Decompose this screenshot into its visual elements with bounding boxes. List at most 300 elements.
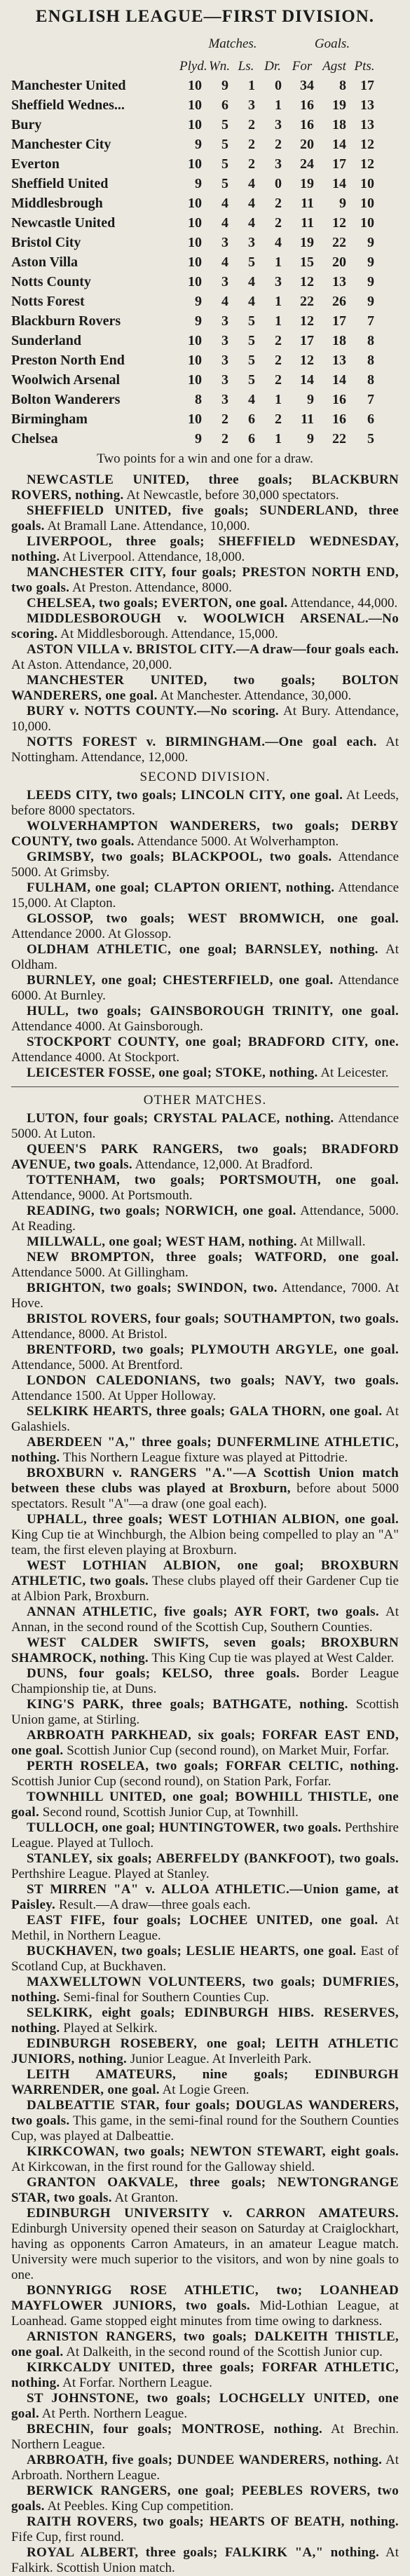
stat-cell: 4 — [221, 254, 228, 270]
match-report — [11, 1234, 399, 1250]
match-report — [11, 1728, 399, 1759]
match-detail: Attendance 5000. At Luton. — [11, 1111, 399, 1141]
match-report — [11, 1790, 399, 1820]
stat-cell: 1 — [275, 313, 282, 329]
column-header: Ls. — [238, 59, 254, 74]
match-teams: BRECHIN, four goals; MONTROSE, nothing. — [27, 2422, 323, 2437]
column-header: Plyd. — [179, 59, 207, 74]
stat-cell: 22 — [332, 235, 346, 250]
match-report — [11, 704, 399, 735]
table-row — [11, 212, 399, 231]
second-division-reports — [11, 788, 399, 1081]
match-report — [11, 819, 399, 850]
match-report — [11, 1311, 399, 1342]
match-teams: GRANTON OAKVALE, three goals; NEWTONGRANGE STAR, two goals. — [11, 2175, 399, 2205]
match-report — [11, 596, 399, 611]
match-teams: LIVERPOOL, three goals; SHEFFIELD WEDNESDAY, nothing. — [11, 534, 399, 564]
stat-cell: 19 — [300, 176, 314, 191]
match-detail: This Northern League fixture was played at Pittodrie. — [62, 1450, 348, 1465]
match-report — [11, 973, 399, 1004]
match-report — [11, 1820, 399, 1851]
match-report — [11, 2067, 399, 2098]
match-report — [11, 1035, 399, 1065]
stat-cell: 9 — [367, 274, 374, 289]
stat-cell: 10 — [360, 215, 374, 231]
match-report — [11, 1281, 399, 1311]
match-detail: Played at Selkirk. — [63, 2021, 158, 2036]
match-detail: At Leeds, before 8000 spectators. — [11, 788, 399, 818]
table-row — [11, 329, 399, 349]
match-detail: Second round, Scottish Junior Cup, at Townhill. — [42, 1805, 299, 1820]
stat-cell: 10 — [188, 411, 202, 427]
match-teams: LEICESTER FOSSE, one goal; STOKE, nothing. — [27, 1065, 318, 1080]
match-detail: Attendance 5000. At Gillingham. — [11, 1265, 189, 1280]
match-report — [11, 1944, 399, 1975]
table-row — [11, 94, 399, 114]
match-report — [11, 2391, 399, 2422]
match-report — [11, 2545, 399, 2576]
stat-cell: 3 — [221, 333, 228, 348]
stat-cell: 5 — [221, 156, 228, 172]
match-detail: At Forfar. Northern League. — [62, 2376, 212, 2390]
table-row — [11, 74, 399, 94]
match-teams: ARBROATH, five goals; DUNDEE WANDERERS, nothing. — [27, 2453, 383, 2467]
table-row — [11, 408, 399, 428]
page-title: ENGLISH LEAGUE—FIRST DIVISION. — [35, 7, 375, 26]
match-teams: QUEEN'S PARK RANGERS, two goals; BRADFORD AVENUE, two goals. — [11, 1142, 399, 1172]
match-detail: Attendance, 5000. At Brentford. — [11, 1358, 183, 1372]
stat-cell: 10 — [188, 333, 202, 348]
match-teams: ST MIRREN "A" v. ALLOA ATHLETIC.—Union game, at Paisley. — [11, 1882, 399, 1912]
match-teams: DUNS, four goals; KELSO, three goals. — [27, 1666, 300, 1681]
stat-cell: 10 — [188, 97, 202, 113]
match-report — [11, 472, 399, 503]
match-detail: Perthshire League. Played at Stanley. — [11, 1867, 210, 1881]
match-detail: Attendance 6000. At Burnley. — [11, 973, 399, 1003]
match-report — [11, 2005, 399, 2036]
match-report — [11, 2175, 399, 2206]
match-report — [11, 850, 399, 880]
stat-cell: 9 — [195, 431, 202, 447]
match-detail: These clubs played off their Gardener Cup tie at Albion Park, Broxburn. — [11, 1574, 399, 1604]
match-report — [11, 942, 399, 973]
match-report — [11, 1435, 399, 1466]
stat-cell: 16 — [332, 411, 346, 427]
stat-cell: 3 — [275, 156, 282, 172]
stat-cell: 8 — [367, 333, 374, 348]
match-teams: EDINBURGH UNIVERSITY v. CARRON AMATEURS. — [27, 2206, 399, 2221]
match-detail: At Newcastle, before 30,000 spectators. — [126, 488, 339, 503]
match-teams: KING'S PARK, three goals; BATHGATE, nothing. — [27, 1697, 348, 1712]
team-name: Notts Forest — [11, 294, 85, 309]
stat-cell: 9 — [367, 235, 374, 250]
stat-cell: 5 — [248, 353, 255, 368]
stat-cell: 5 — [221, 176, 228, 191]
match-detail: Attendance, 9000. At Portsmouth. — [11, 1188, 193, 1203]
match-detail: At Preston. Attendance, 8000. — [71, 580, 232, 595]
stat-cell: 4 — [248, 274, 255, 289]
match-report — [11, 788, 399, 819]
match-report — [11, 2329, 399, 2360]
match-teams: GRIMSBY, two goals; BLACKPOOL, two goals. — [27, 850, 332, 864]
match-detail: Attendance 1500. At Upper Holloway. — [11, 1389, 217, 1403]
stat-cell: 12 — [332, 215, 346, 231]
match-teams: BUCKHAVEN, two goals; LESLIE HEARTS, one goal. — [27, 1944, 357, 1958]
stat-cell: 17 — [360, 78, 374, 93]
first-division-reports — [11, 472, 399, 765]
match-report — [11, 2422, 399, 2453]
match-detail: Fife Cup, first round. — [11, 2530, 124, 2544]
stat-cell: 3 — [248, 97, 255, 113]
match-teams: SELKIRK, eight goals; EDINBURGH HIBS. RESERVES, nothing. — [11, 2005, 399, 2036]
match-report — [11, 1142, 399, 1173]
team-name: Middlesbrough — [11, 196, 103, 211]
team-name: Preston North End — [11, 353, 125, 368]
match-detail: At Granton. — [114, 2190, 179, 2205]
stat-cell: 3 — [221, 313, 228, 329]
match-detail: At Perth. Northern League. — [41, 2406, 188, 2421]
stat-cell: 1 — [275, 431, 282, 447]
stat-cell: 19 — [300, 235, 314, 250]
team-name: Manchester City — [11, 137, 111, 152]
stat-cell: 13 — [332, 353, 346, 368]
stat-cell: 5 — [248, 254, 255, 270]
match-detail: Attendance 4000. At Gainsborough. — [11, 1019, 203, 1034]
stat-cell: 3 — [275, 274, 282, 289]
match-report — [11, 1635, 399, 1666]
stat-cell: 17 — [332, 156, 346, 172]
stat-cell: 1 — [248, 78, 255, 93]
match-detail: At Falkirk. Scottish Union match. — [11, 2545, 399, 2575]
stat-cell: 5 — [248, 333, 255, 348]
match-detail: Attendance, 44,000. — [290, 596, 398, 611]
match-detail: Attendance 15,000. At Clapton. — [11, 880, 399, 911]
match-report — [11, 673, 399, 704]
table-row — [11, 133, 399, 153]
match-teams: TOTTENHAM, two goals; PORTSMOUTH, one goal. — [27, 1173, 399, 1187]
stat-cell: 12 — [360, 137, 374, 152]
stat-cell: 20 — [300, 137, 314, 152]
match-teams: PERTH ROSELEA, two goals; FORFAR CELTIC, nothing. — [27, 1759, 399, 1773]
stat-cell: 5 — [248, 313, 255, 329]
match-detail: Result.—A draw—three goals each. — [58, 1897, 251, 1912]
stat-cell: 5 — [367, 431, 374, 447]
league-table-header — [11, 29, 399, 52]
stat-cell: 4 — [248, 215, 255, 231]
match-teams: CHELSEA, two goals; EVERTON, one goal. — [27, 596, 288, 611]
match-report — [11, 565, 399, 596]
team-name: Sheffield United — [11, 176, 109, 191]
stat-cell: 1 — [275, 392, 282, 407]
stat-cell: 3 — [275, 117, 282, 132]
match-detail: Attendance 4000. At Stockport. — [11, 1050, 180, 1065]
match-report — [11, 880, 399, 911]
match-detail: At Millwall. — [299, 1234, 366, 1249]
match-detail: At Galashiels. — [11, 1404, 399, 1434]
stat-cell: 4 — [221, 215, 228, 231]
match-report — [11, 1250, 399, 1281]
match-detail: At Kirkcowan, in the first round for the Galloway shield. — [11, 2160, 315, 2174]
stat-cell: 10 — [188, 353, 202, 368]
stat-cell: 2 — [275, 372, 282, 388]
stat-cell: 10 — [188, 235, 202, 250]
stat-cell: 8 — [339, 78, 346, 93]
match-detail: before about 5000 spectators. Result "A"—a draw (one goal each). — [11, 1481, 399, 1511]
stat-cell: 2 — [275, 137, 282, 152]
table-row — [11, 369, 399, 388]
stat-cell: 9 — [195, 176, 202, 191]
stat-cell: 2 — [275, 196, 282, 211]
match-teams: WEST LOTHIAN ALBION, one goal; BROXBURN ATHLETIC, two goals. — [11, 1558, 399, 1588]
match-report — [11, 1342, 399, 1373]
match-teams: BERWICK RANGERS, one goal; PEEBLES ROVERS, two goals. — [11, 2483, 399, 2514]
match-teams: BRENTFORD, two goals; PLYMOUTH ARGYLE, one goal. — [27, 1342, 399, 1357]
stat-cell: 3 — [221, 392, 228, 407]
stat-cell: 3 — [221, 235, 228, 250]
match-report — [11, 534, 399, 565]
match-teams: DALBEATTIE STAR, four goals; DOUGLAS WANDERERS, two goals. — [11, 2098, 399, 2128]
match-teams: NOTTS FOREST v. BIRMINGHAM.—One goal each. — [27, 735, 377, 749]
match-report — [11, 2206, 399, 2283]
match-teams: MANCHESTER CITY, four goals; PRESTON NORTH END, two goals. — [11, 565, 399, 595]
stat-cell: 10 — [360, 196, 374, 211]
match-teams: TOWNHILL UNITED, one goal; BOWHILL THISTLE, one goal. — [11, 1790, 399, 1820]
match-detail: Attendance 5000. At Wolverhampton. — [137, 834, 339, 849]
match-teams: FULHAM, one goal; CLAPTON ORIENT, nothing. — [27, 880, 335, 895]
stat-cell: 12 — [300, 274, 314, 289]
stat-cell: 10 — [188, 196, 202, 211]
column-header: Dr. — [264, 59, 281, 74]
match-teams: BRISTOL ROVERS, four goals; SOUTHAMPTON, two goals. — [27, 1311, 399, 1326]
match-report — [11, 1466, 399, 1512]
stat-cell: 9 — [367, 254, 374, 270]
match-report — [11, 642, 399, 673]
table-row — [11, 192, 399, 212]
stat-cell: 14 — [332, 372, 346, 388]
match-report — [11, 1204, 399, 1234]
team-name: Blackburn Rovers — [11, 313, 121, 329]
team-name: Chelsea — [11, 431, 58, 447]
match-detail: At Dalkeith, in the second round of the Scottish Junior cup. — [66, 2345, 383, 2359]
match-teams: KIRKCOWAN, two goals; NEWTON STEWART, eight goals. — [27, 2144, 399, 2159]
match-teams: LEITH AMATEURS, nine goals; EDINBURGH WARRENDER, one goal. — [11, 2067, 399, 2097]
team-name: Sheffield Wednes... — [11, 97, 125, 113]
match-detail: King Cup tie at Winchburgh, the Albion being compelled to play an "A" team, the first eleven playing at Broxburn. — [11, 1527, 399, 1558]
stat-cell: 15 — [300, 254, 314, 270]
match-teams: BONNYRIGG ROSE ATHLETIC, two; LOANHEAD MAYFLOWER JUNIORS, two goals. — [11, 2283, 399, 2313]
stat-cell: 0 — [275, 78, 282, 93]
match-report — [11, 1065, 399, 1081]
match-detail: At Liverpool. Attendance, 18,000. — [62, 550, 245, 564]
match-report — [11, 2360, 399, 2391]
match-teams: RAITH ROVERS, two goals; HEARTS OF BEATH, nothing. — [27, 2514, 399, 2529]
team-name: Manchester United — [11, 78, 126, 93]
stat-cell: 16 — [300, 97, 314, 113]
match-report — [11, 1512, 399, 1558]
match-teams: ABERDEEN "A," three goals; DUNFERMLINE ATHLETIC, nothing. — [11, 1435, 399, 1465]
stat-cell: 9 — [307, 431, 314, 447]
match-teams: STANLEY, six goals; ABERFELDY (BANKFOOT), two goals. — [27, 1851, 399, 1866]
stat-cell: 17 — [332, 313, 346, 329]
column-header: Pts. — [354, 59, 375, 74]
stat-cell: 16 — [332, 392, 346, 407]
stat-cell: 4 — [248, 294, 255, 309]
stat-cell: 9 — [221, 78, 228, 93]
match-detail: At Methil, in Northern League. — [11, 1913, 399, 1943]
stat-cell: 10 — [188, 78, 202, 93]
stat-cell: 2 — [248, 117, 255, 132]
stat-cell: 16 — [300, 117, 314, 132]
stat-cell: 10 — [188, 254, 202, 270]
team-name: Notts County — [11, 274, 91, 289]
stat-cell: 18 — [332, 117, 346, 132]
other-matches-title: OTHER MATCHES. — [143, 1093, 267, 1108]
stat-cell: 9 — [195, 137, 202, 152]
other-matches-reports — [11, 1111, 399, 2576]
match-detail: At Nottingham. Attendance, 12,000. — [11, 735, 399, 765]
match-report — [11, 1759, 399, 1790]
team-name: Newcastle United — [11, 215, 116, 231]
match-report — [11, 1558, 399, 1604]
match-detail: Mid-Lothian League, at Loanhead. Game stopped eight minutes from time owing to darkness. — [11, 2298, 399, 2329]
match-detail: Attendance, 12,000. At Bradford. — [135, 1157, 313, 1172]
stat-cell: 19 — [332, 97, 346, 113]
team-name: Aston Villa — [11, 254, 78, 270]
match-teams: SELKIRK HEARTS, three goals; GALA THORN, one goal. — [27, 1404, 383, 1419]
stat-cell: 2 — [221, 431, 228, 447]
match-teams: EAST FIFE, four goals; LOCHEE UNITED, one goal. — [27, 1913, 378, 1928]
match-report — [11, 2483, 399, 2514]
match-report — [11, 1851, 399, 1882]
match-detail: Attendance, 8000. At Bristol. — [11, 1327, 168, 1342]
match-teams: BROXBURN v. RANGERS "A."—A Scottish Union match between these clubs was played at Broxburn, — [11, 1466, 399, 1496]
stat-cell: 10 — [188, 156, 202, 172]
match-teams: GLOSSOP, two goals; WEST BROMWICH, one goal. — [27, 911, 399, 926]
team-name: Sunderland — [11, 333, 82, 348]
match-detail: Border League Championship tie, at Duns. — [11, 1666, 399, 1696]
match-teams: ARNISTON RANGERS, two goals; DALKEITH THISTLE, one goal. — [11, 2329, 399, 2359]
match-teams: ST JOHNSTONE, two goals; LOCHGELLY UNITED, one goal. — [11, 2391, 399, 2421]
table-row — [11, 310, 399, 329]
stat-cell: 24 — [300, 156, 314, 172]
stat-cell: 2 — [221, 411, 228, 427]
match-detail: At Middlesborough. Attendance, 15,000. — [60, 627, 278, 641]
stat-cell: 10 — [188, 117, 202, 132]
match-detail: Perthshire League. Played at Tulloch. — [11, 1820, 399, 1851]
stat-cell: 18 — [332, 333, 346, 348]
match-teams: READING, two goals; NORWICH, one goal. — [27, 1204, 296, 1218]
table-row — [11, 231, 399, 251]
column-header: Agst — [322, 59, 346, 74]
stat-cell: 3 — [221, 372, 228, 388]
stat-cell: 22 — [300, 294, 314, 309]
match-detail: This King Cup tie was played at West Calder. — [151, 1651, 395, 1665]
stat-cell: 10 — [188, 215, 202, 231]
second-division-title: SECOND DIVISION. — [139, 770, 271, 784]
stat-cell: 10 — [188, 274, 202, 289]
match-report — [11, 1882, 399, 1913]
stat-cell: 34 — [300, 78, 314, 93]
stat-cell: 17 — [300, 333, 314, 348]
table-row — [11, 349, 399, 369]
stat-cell: 22 — [332, 431, 346, 447]
match-teams: STOCKPORT COUNTY, one goal; BRADFORD CITY, one. — [27, 1035, 399, 1049]
match-report — [11, 1913, 399, 1944]
stat-cell: 1 — [275, 97, 282, 113]
stat-cell: 12 — [300, 353, 314, 368]
stat-cell: 9 — [339, 196, 346, 211]
match-detail: Attendance 2000. At Glossop. — [11, 927, 172, 941]
match-detail: Edinburgh University opened their season on Saturday at Craiglockhart, having as opponents Carron Amateurs, in an amateur League match. University were much superior to the visitors, and won by nine goals to one. — [11, 2221, 399, 2282]
table-row — [11, 290, 399, 310]
stat-cell: 3 — [248, 235, 255, 250]
stat-cell: 2 — [275, 333, 282, 348]
table-row — [11, 251, 399, 271]
stat-cell: 9 — [195, 294, 202, 309]
match-teams: NEW BROMPTON, three goals; WATFORD, one goal. — [27, 1250, 399, 1265]
match-report — [11, 1697, 399, 1728]
stat-cell: 4 — [221, 294, 228, 309]
points-note: Two points for a win and one for a draw. — [97, 451, 313, 466]
stat-cell: 13 — [360, 117, 374, 132]
match-report — [11, 2144, 399, 2175]
stat-cell: 7 — [367, 392, 374, 407]
table-row — [11, 153, 399, 172]
match-detail: At Annan, in the second round of the Scottish Cup, Southern Counties. — [11, 1604, 399, 1635]
match-teams: LUTON, four goals; CRYSTAL PALACE, nothing. — [27, 1111, 334, 1126]
match-report — [11, 1604, 399, 1635]
stat-cell: 6 — [221, 97, 228, 113]
stat-cell: 2 — [248, 156, 255, 172]
stat-cell: 4 — [221, 196, 228, 211]
league-table — [11, 74, 399, 447]
match-teams: UPHALL, three goals; WEST LOTHIAN ALBION, one goal. — [27, 1512, 399, 1527]
column-header: For — [292, 59, 313, 74]
match-teams: ROYAL ALBERT, three goals; FALKIRK "A," nothing. — [27, 2545, 380, 2560]
match-teams: LONDON CALEDONIANS, two goals; NAVY, two goals. — [27, 1373, 399, 1388]
table-row — [11, 271, 399, 290]
stat-cell: 9 — [307, 392, 314, 407]
stat-cell: 4 — [248, 392, 255, 407]
stat-cell: 26 — [332, 294, 346, 309]
stat-cell: 12 — [300, 313, 314, 329]
stat-cell: 7 — [367, 313, 374, 329]
match-teams: BRIGHTON, two goals; SWINDON, two. — [27, 1281, 278, 1295]
goals-group-header: Goals. — [314, 36, 350, 51]
match-report — [11, 735, 399, 765]
stat-cell: 5 — [221, 137, 228, 152]
match-detail: Scottish Junior Cup (second round), on Station Park, Forfar. — [11, 1774, 332, 1789]
match-report — [11, 1975, 399, 2005]
match-teams: SHEFFIELD UNITED, five goals; SUNDERLAND, three goals. — [11, 503, 399, 533]
match-detail: At Oldham. — [11, 942, 399, 972]
match-report — [11, 1173, 399, 1204]
stat-cell: 13 — [360, 97, 374, 113]
match-report — [11, 911, 399, 942]
match-detail: Attendance, 7000. At Hove. — [11, 1281, 399, 1311]
match-detail: Scottish Junior Cup (second round), on Market Muir, Forfar. — [67, 1743, 390, 1758]
match-report — [11, 2036, 399, 2067]
table-row — [11, 388, 399, 408]
match-teams: MILLWALL, one goal; WEST HAM, nothing. — [27, 1234, 297, 1249]
match-teams: LEEDS CITY, two goals; LINCOLN CITY, one goal. — [27, 788, 343, 803]
match-teams: NEWCASTLE UNITED, three goals; BLACKBURN ROVERS, nothing. — [11, 472, 399, 503]
match-teams: WOLVERHAMPTON WANDERERS, two goals; DERBY COUNTY, two goals. — [11, 819, 399, 849]
match-report — [11, 1404, 399, 1435]
team-name: Everton — [11, 156, 60, 172]
stat-cell: 11 — [301, 215, 314, 231]
stat-cell: 0 — [275, 176, 282, 191]
